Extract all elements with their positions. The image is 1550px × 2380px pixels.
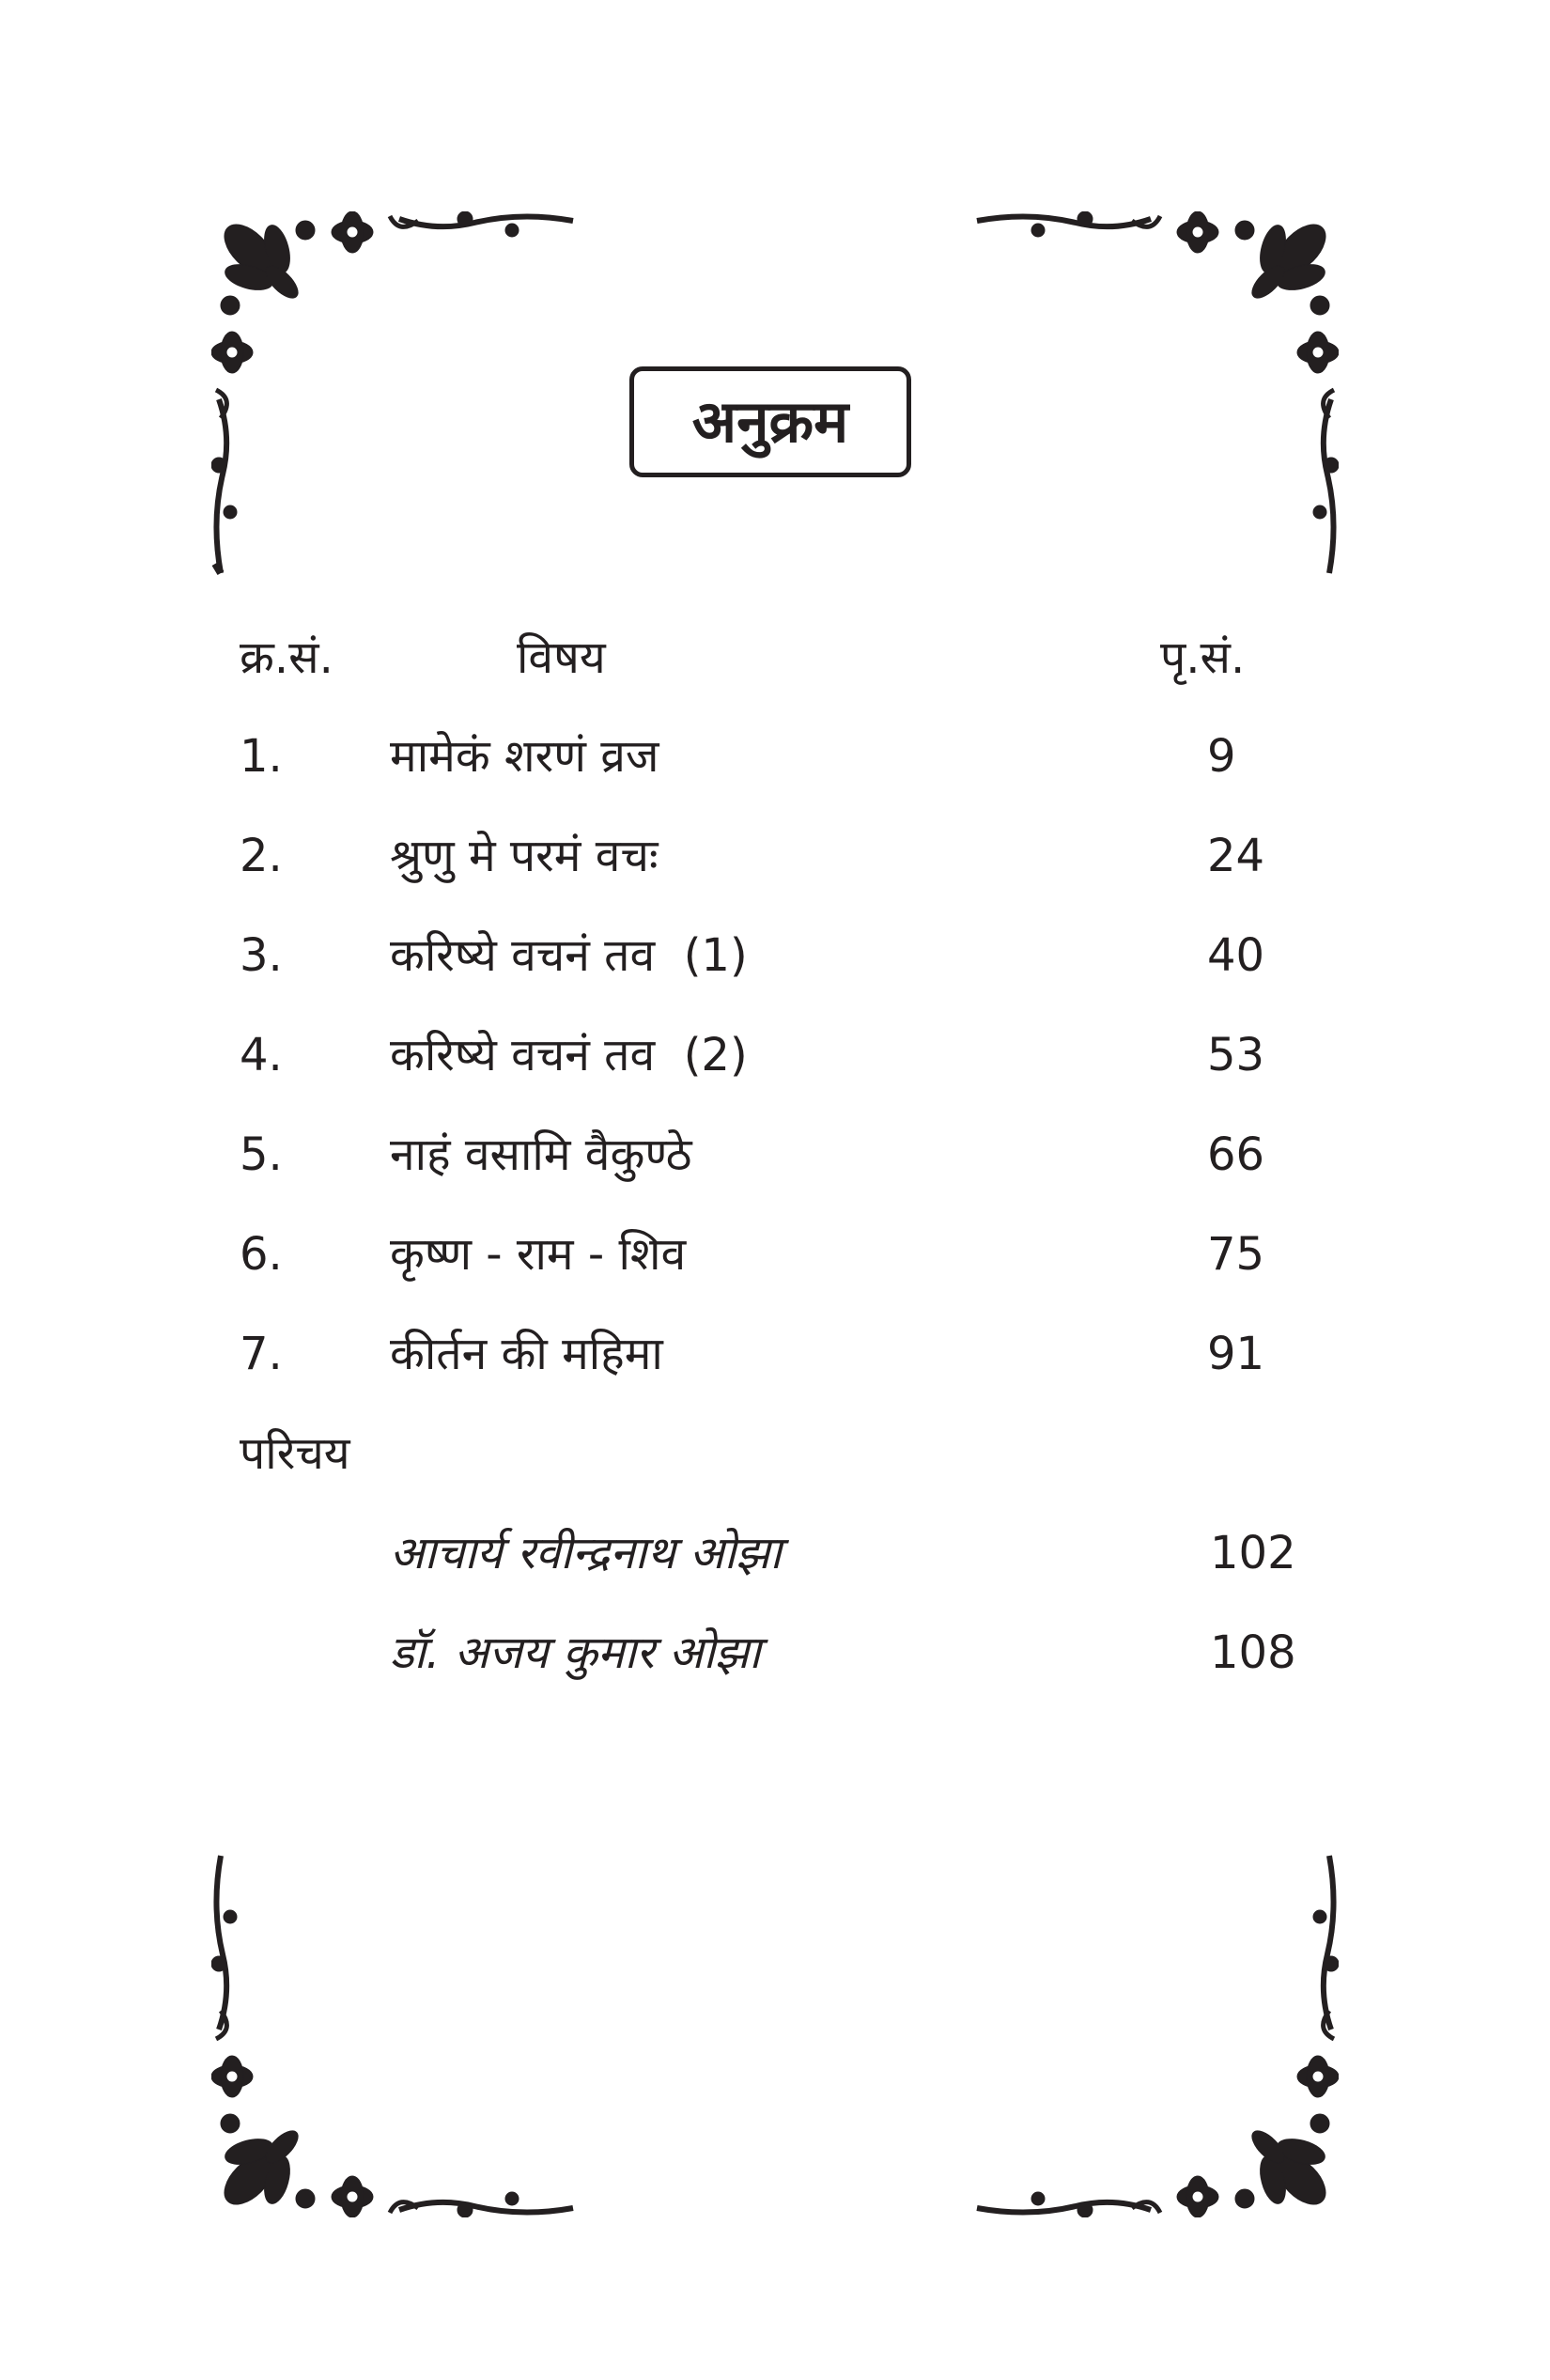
page-title-box: [629, 366, 911, 477]
corner-ornament-top-left-icon: [211, 211, 587, 587]
serial-header: क्र.सं.: [240, 631, 333, 684]
corner-ornament-top-right-icon: [963, 211, 1339, 587]
entry-subject: कीर्तन की महिमा: [390, 1328, 663, 1380]
toc-entry[interactable]: [0, 1117, 1550, 1192]
entry-subject: मामेकं शरणं व्रज: [390, 730, 659, 783]
subject-header: विषय: [517, 631, 606, 684]
intro-name: आचार्य रवीन्द्रनाथ ओझा: [390, 1527, 782, 1579]
toc-entry[interactable]: [0, 1018, 1550, 1093]
entry-page: 75: [1207, 1228, 1265, 1281]
toc-entry[interactable]: [0, 1217, 1550, 1292]
toc-header-row: [0, 620, 1550, 695]
entry-number: 2.: [240, 830, 283, 882]
intro-entry[interactable]: [0, 1516, 1550, 1591]
entry-number: 5.: [240, 1128, 283, 1181]
corner-ornament-bottom-left-icon: [211, 1842, 587, 2217]
entry-subject: श्रुणु मे परमं वचः: [390, 830, 659, 882]
entry-page: 66: [1207, 1128, 1265, 1181]
toc-entry[interactable]: [0, 1316, 1550, 1392]
entry-number: 6.: [240, 1228, 283, 1281]
intro-page: 102: [1210, 1527, 1296, 1579]
entry-page: 9: [1207, 730, 1236, 783]
entry-page: 40: [1207, 929, 1265, 982]
page-title: अनुक्रम: [691, 387, 849, 456]
entry-number: 4.: [240, 1029, 283, 1081]
entry-number: 3.: [240, 929, 283, 982]
intro-name: डॉ. अजय कुमार ओझा: [390, 1626, 761, 1679]
entry-number: 1.: [240, 730, 283, 783]
toc-entry[interactable]: [0, 719, 1550, 794]
entry-subject: करिष्ये वचनं तव (2): [390, 1029, 748, 1081]
intro-heading-row: [0, 1416, 1550, 1491]
toc-entry[interactable]: [0, 918, 1550, 993]
intro-page: 108: [1210, 1626, 1296, 1679]
entry-page: 91: [1207, 1328, 1265, 1380]
entry-number: 7.: [240, 1328, 283, 1380]
entry-page: 24: [1207, 830, 1265, 882]
entry-subject: कृष्ण - राम - शिव: [390, 1228, 687, 1281]
toc-entry[interactable]: [0, 818, 1550, 894]
corner-ornament-bottom-right-icon: [963, 1842, 1339, 2217]
intro-heading: परिचय: [240, 1427, 350, 1480]
entry-page: 53: [1207, 1029, 1265, 1081]
entry-subject: करिष्ये वचनं तव (1): [390, 929, 748, 982]
entry-subject: नाहं वसामि वैकुण्ठे: [390, 1128, 692, 1181]
intro-entry[interactable]: [0, 1615, 1550, 1690]
page-header: पृ.सं.: [1160, 631, 1246, 684]
